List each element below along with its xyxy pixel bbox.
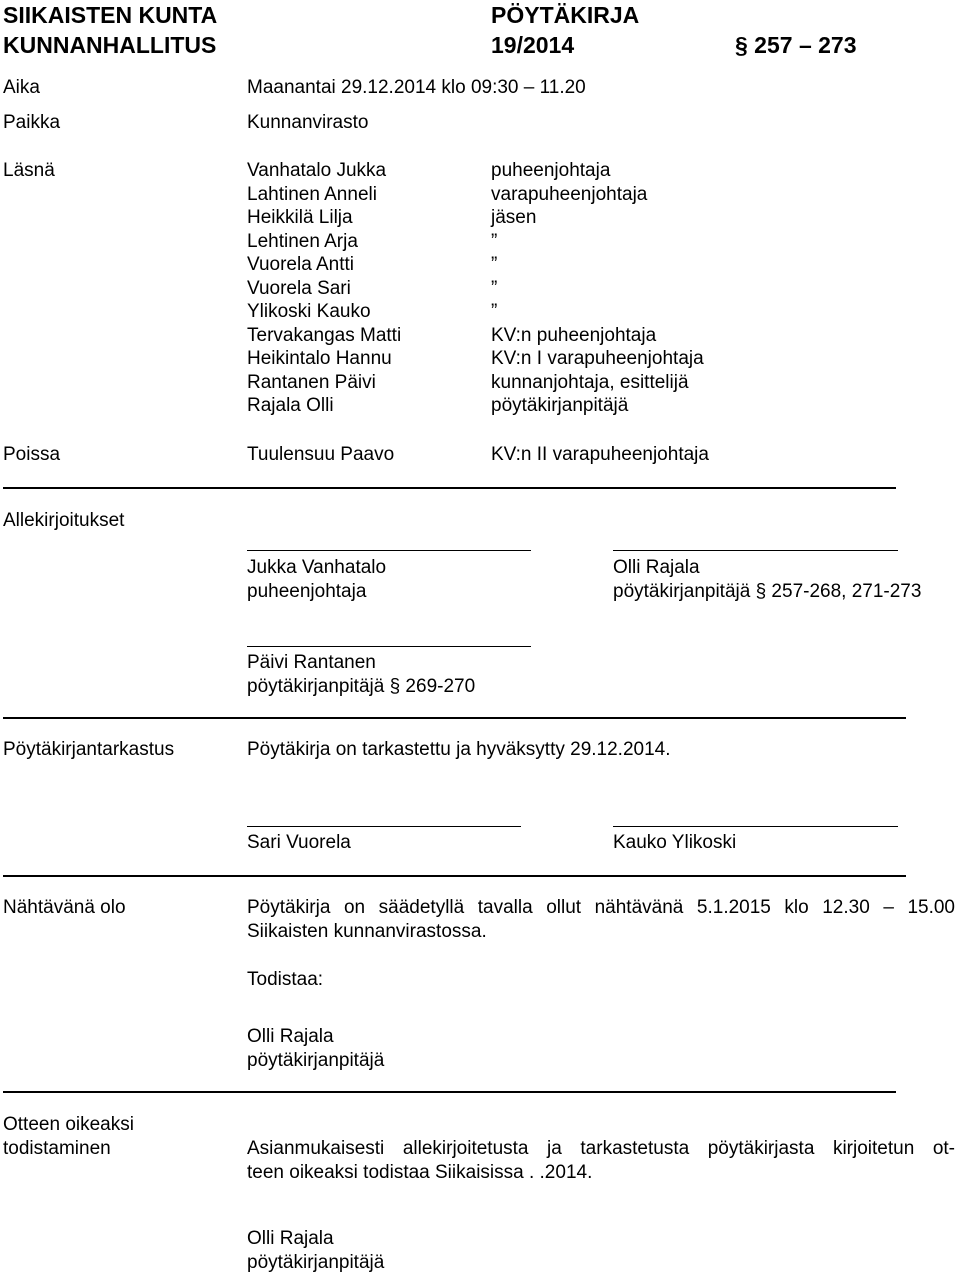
present-name: Lehtinen Arja: [247, 230, 358, 252]
present-role: puheenjohtaja: [491, 160, 611, 181]
display-label: Nähtävänä olo: [3, 897, 126, 918]
attester-name: Olli Rajala: [247, 1026, 334, 1047]
certification-label: Otteen oikeaksi: [3, 1114, 134, 1135]
present-role: pöytäkirjanpitäjä: [491, 395, 629, 416]
present-role: ”: [491, 230, 498, 252]
present-role: ”: [491, 301, 498, 322]
present-role: ”: [491, 277, 498, 299]
present-name: Rajala Olli: [247, 395, 334, 416]
reviewer-name: Sari Vuorela: [247, 832, 351, 853]
present-role: KV:n puheenjohtaja: [491, 324, 657, 346]
signer-name: Olli Rajala: [613, 557, 700, 578]
present-name: Vanhatalo Jukka: [247, 160, 387, 181]
signature-line: [613, 826, 898, 827]
document-type: PÖYTÄKIRJA: [491, 2, 640, 28]
attest-label: Todistaa:: [247, 969, 324, 990]
present-name: Lahtinen Anneli: [247, 183, 377, 205]
signer-role: puheenjohtaja: [247, 581, 367, 602]
place-value: Kunnanvirasto: [247, 112, 369, 133]
signer-role: pöytäkirjanpitäjä § 257-268, 271-273: [613, 581, 922, 602]
section-divider: [3, 487, 896, 489]
certifier-name: Olli Rajala: [247, 1228, 334, 1249]
signatures-label: Allekirjoitukset: [3, 510, 125, 531]
present-role: kunnanjohtaja, esittelijä: [491, 371, 689, 393]
present-name: Tervakangas Matti: [247, 324, 402, 346]
present-roles-list: [491, 159, 704, 418]
section-divider: [3, 1091, 896, 1093]
absent-role: KV:n II varapuheenjohtaja: [491, 444, 709, 465]
org-name: SIIKAISTEN KUNTA: [3, 2, 218, 28]
signer-name: Päivi Rantanen: [247, 652, 376, 673]
certification-text-line: Asianmukaisesti allekirjoitetusta ja tarkastetusta pöytäkirjasta kirjoitetun ot-: [247, 1138, 955, 1159]
time-value: Maanantai 29.12.2014 klo 09:30 – 11.20: [247, 77, 586, 98]
signer-role: pöytäkirjanpitäjä § 269-270: [247, 676, 476, 697]
reviewer-name: Kauko Ylikoski: [613, 832, 737, 853]
absent-name: Tuulensuu Paavo: [247, 444, 395, 465]
certification-text-line: teen oikeaksi todistaa Siikaisissa . .2014.: [247, 1162, 593, 1183]
present-name: Vuorela Antti: [247, 254, 355, 275]
signer-name: Jukka Vanhatalo: [247, 557, 387, 578]
signature-line: [247, 826, 521, 827]
section-divider: [3, 875, 906, 877]
present-role: jäsen: [491, 207, 537, 228]
time-label: Aika: [3, 77, 40, 98]
signature-line: [247, 646, 531, 647]
certifier-role: pöytäkirjanpitäjä: [247, 1252, 385, 1273]
absent-label: Poissa: [3, 444, 61, 465]
signature-line: [613, 550, 898, 551]
review-label: Pöytäkirjantarkastus: [3, 739, 175, 760]
present-name: Vuorela Sari: [247, 277, 351, 299]
present-role: KV:n I varapuheenjohtaja: [491, 348, 704, 369]
review-text: Pöytäkirja on tarkastettu ja hyväksytty 29.12.2014.: [247, 739, 671, 760]
signature-line: [247, 550, 531, 551]
display-text-line: Siikaisten kunnanvirastossa.: [247, 921, 487, 942]
certification-label: todistaminen: [3, 1138, 111, 1159]
present-name: Heikkilä Lilja: [247, 207, 353, 228]
display-text-line: Pöytäkirja on säädetyllä tavalla ollut nähtävänä 5.1.2015 klo 12.30 – 15.00: [247, 897, 955, 918]
attester-role: pöytäkirjanpitäjä: [247, 1050, 385, 1071]
present-names-list: [247, 159, 401, 418]
present-role: ”: [491, 254, 498, 275]
present-name: Ylikoski Kauko: [247, 301, 371, 322]
present-label: Läsnä: [3, 160, 55, 181]
place-label: Paikka: [3, 112, 61, 133]
section-range: § 257 – 273: [735, 32, 857, 58]
document-number: 19/2014: [491, 32, 575, 58]
section-divider: [3, 717, 906, 719]
present-name: Rantanen Päivi: [247, 371, 376, 393]
present-name: Heikintalo Hannu: [247, 348, 392, 369]
body-name: KUNNANHALLITUS: [3, 32, 217, 58]
present-role: varapuheenjohtaja: [491, 183, 648, 205]
